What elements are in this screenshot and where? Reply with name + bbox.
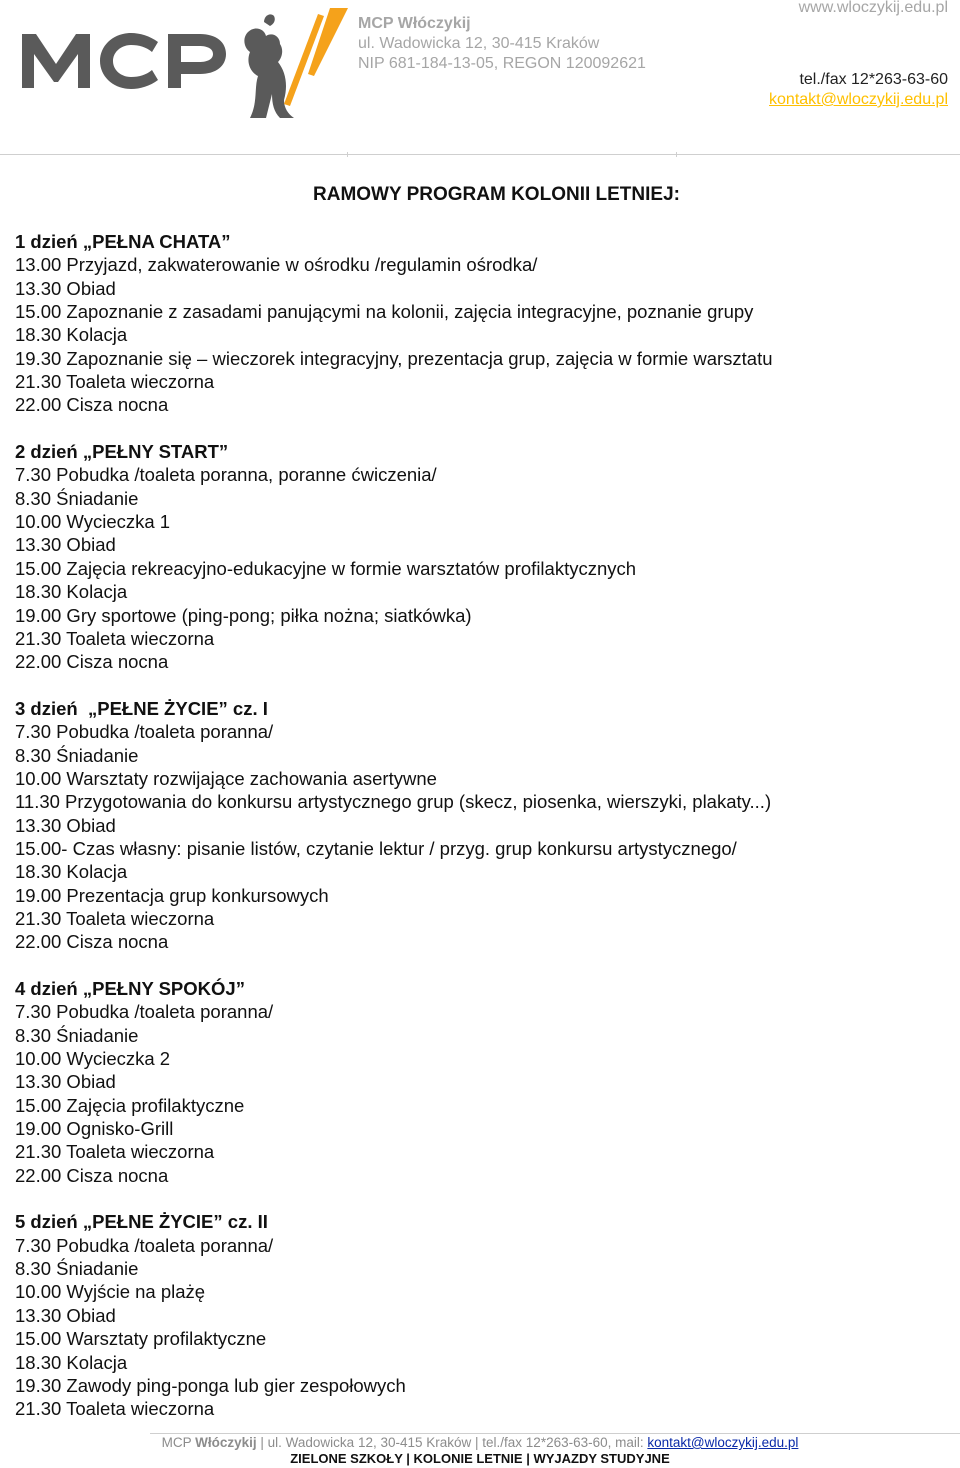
schedule-entry: 7.30 Pobudka /toaleta poranna, poranne ćwiczenia/ <box>15 464 437 486</box>
company-ids: NIP 681-184-13-05, REGON 120092621 <box>358 55 646 72</box>
day-title: 1 dzień „PEŁNA CHATA” <box>15 231 231 252</box>
contact-info <box>769 0 948 110</box>
day-title: 5 dzień „PEŁNE ŻYCIE” cz. II <box>15 1211 268 1233</box>
schedule-entry: 18.30 Kolacja <box>15 324 128 346</box>
schedule-entry: 10.00 Wycieczka 2 <box>15 1048 171 1070</box>
schedule-entry: 13.30 Obiad <box>15 1304 116 1326</box>
schedule-entry: 19.00 Prezentacja grup konkursowych <box>15 884 329 906</box>
footer-separator: | <box>256 1435 268 1450</box>
schedule-entry: 8.30 Śniadanie <box>15 1024 139 1046</box>
schedule-entry: 8.30 Śniadanie <box>15 744 139 766</box>
schedule-entry: 22.00 Cisza nocna <box>15 394 169 416</box>
schedule-entry: 13.30 Obiad <box>15 1071 116 1093</box>
schedule-entry: 19.00 Ognisko-Grill <box>15 1118 174 1140</box>
day-title: 3 dzień „PEŁNE ŻYCIE” cz. I <box>15 697 268 719</box>
schedule-entry: 19.00 Gry sportowe (ping-pong; piłka nożna; siatkówka) <box>15 604 472 626</box>
schedule-entry: 15.00 Zapoznanie z zasadami panującymi na kolonii, zajęcia integracyjne, poznanie grupy <box>15 301 754 323</box>
schedule-entry: 7.30 Pobudka /toaleta poranna/ <box>15 721 274 743</box>
schedule-entry: 7.30 Pobudka /toaleta poranna/ <box>15 1234 274 1256</box>
footer-contact <box>0 1435 960 1451</box>
footer-phone: tel./fax 12*263-63-60, mail: <box>482 1435 648 1450</box>
mcp-logo <box>18 6 348 120</box>
schedule-entry: 13.30 Obiad <box>15 814 116 836</box>
schedule-entry: 22.00 Cisza nocna <box>15 1164 169 1186</box>
divider-tick <box>347 152 348 157</box>
schedule-entry: 15.00- Czas własny: pisanie listów, czytanie lektur / przyg. grup konkursu artystycznego/ <box>15 837 737 859</box>
schedule-entry: 21.30 Toaleta wieczorna <box>15 1398 215 1420</box>
day-section <box>15 1210 945 1420</box>
company-address: ul. Wadowicka 12, 30-415 Kraków <box>358 35 600 52</box>
footer-email-link[interactable]: kontakt@wloczykij.edu.pl <box>647 1435 799 1450</box>
schedule-entry: 8.30 Śniadanie <box>15 487 139 509</box>
schedule-entry: 7.30 Pobudka /toaleta poranna/ <box>15 1001 274 1023</box>
schedule-entry: 8.30 Śniadanie <box>15 1258 139 1280</box>
day-title: 4 dzień „PEŁNY SPOKÓJ” <box>15 978 245 999</box>
schedule-entry: 19.30 Zawody ping-ponga lub gier zespołowych <box>15 1374 406 1396</box>
schedule-entry: 22.00 Cisza nocna <box>15 931 169 953</box>
day-title: 2 dzień „PEŁNY START” <box>15 441 229 463</box>
schedule-entry: 21.30 Toaleta wieczorna <box>15 371 215 393</box>
phone-number: tel./fax 12*263-63-60 <box>799 71 948 88</box>
schedule-entry: 10.00 Wycieczka 1 <box>15 511 171 533</box>
day-section <box>15 697 945 954</box>
program-list <box>15 230 945 1421</box>
company-info <box>358 14 646 74</box>
footer-brand-prefix: MCP <box>161 1435 192 1450</box>
schedule-entry: 21.30 Toaleta wieczorna <box>15 1141 215 1163</box>
schedule-entry: 21.30 Toaleta wieczorna <box>15 627 215 649</box>
schedule-entry: 10.00 Warsztaty rozwijające zachowania asertywne <box>15 767 437 789</box>
page-title: RAMOWY PROGRAM KOLONII LETNIEJ: <box>313 184 680 205</box>
day-section <box>15 230 945 417</box>
email-link[interactable]: kontakt@wloczykij.edu.pl <box>769 91 948 108</box>
footer-brand-name: Włóczykij <box>195 1435 257 1450</box>
schedule-entry: 10.00 Wyjście na plażę <box>15 1281 206 1303</box>
website-link[interactable]: www.wloczykij.edu.pl <box>798 0 948 16</box>
divider-tick <box>676 152 677 157</box>
schedule-entry: 18.30 Kolacja <box>15 581 128 603</box>
schedule-entry: 18.30 Kolacja <box>15 861 128 883</box>
footer-tagline: ZIELONE SZKOŁY | KOLONIE LETNIE | WYJAZDY STUDYJNE <box>290 1451 670 1466</box>
footer-separator: | <box>471 1435 483 1450</box>
schedule-entry: 15.00 Zajęcia rekreacyjno-edukacyjne w formie warsztatów profilaktycznych <box>15 557 637 579</box>
schedule-entry: 22.00 Cisza nocna <box>15 651 169 673</box>
footer-divider <box>150 1433 960 1434</box>
schedule-entry: 13.30 Obiad <box>15 534 116 556</box>
schedule-entry: 15.00 Zajęcia profilaktyczne <box>15 1094 245 1116</box>
company-name: MCP Włóczykij <box>358 15 471 32</box>
schedule-entry: 13.00 Przyjazd, zakwaterowanie w ośrodku /regulamin ośrodka/ <box>15 254 538 276</box>
schedule-entry: 21.30 Toaleta wieczorna <box>15 907 215 929</box>
schedule-entry: 13.30 Obiad <box>15 277 116 299</box>
schedule-entry: 15.00 Warsztaty profilaktyczne <box>15 1328 267 1350</box>
day-section <box>15 440 945 673</box>
day-section <box>15 977 945 1187</box>
schedule-entry: 18.30 Kolacja <box>15 1351 128 1373</box>
schedule-entry: 11.30 Przygotowania do konkursu artystycznego grup (skecz, piosenka, wierszyki, plakaty...) <box>15 791 772 813</box>
footer-address: ul. Wadowicka 12, 30-415 Kraków <box>267 1435 472 1450</box>
page-footer <box>0 1435 960 1467</box>
header-divider <box>0 154 960 155</box>
schedule-entry: 19.30 Zapoznanie się – wieczorek integracyjny, prezentacja grup, zajęcia w formie warsztatu <box>15 347 773 369</box>
